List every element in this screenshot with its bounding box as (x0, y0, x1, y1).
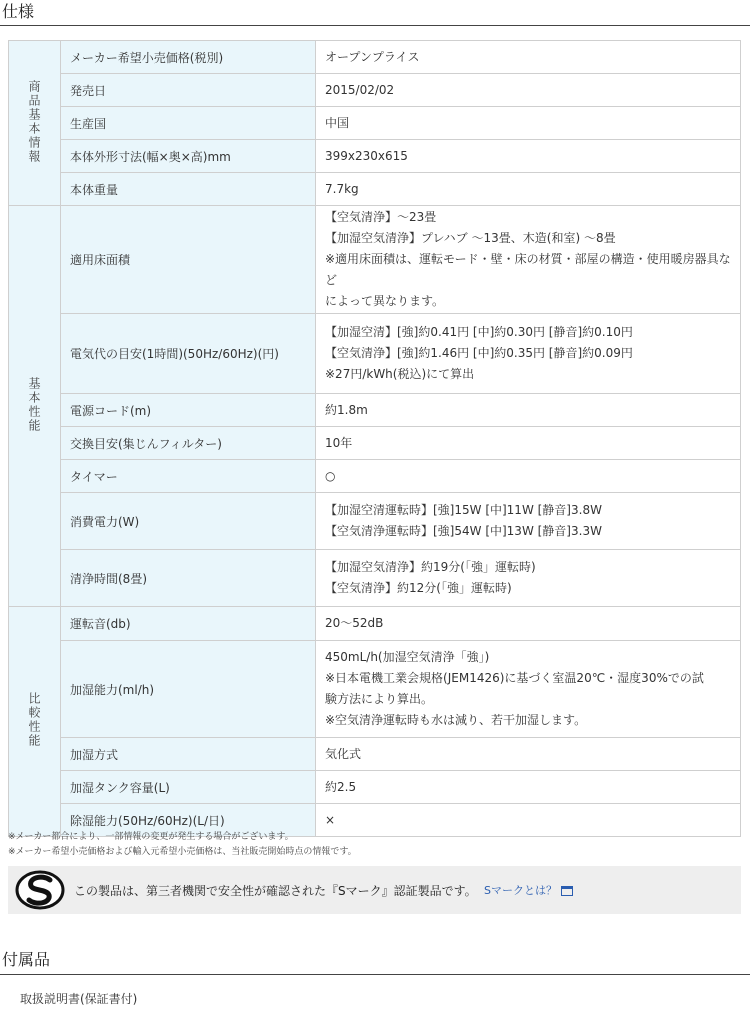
spec-row (9, 641, 741, 738)
spec-value-line: 【加湿空清運転時】[強]15W [中]11W [静音]3.8W (325, 503, 602, 517)
spec-value (316, 641, 741, 738)
spec-label: 本体重量 (61, 173, 316, 206)
note-line: ※メーカー都合により、一部情報の変更が発生する場合がございます。 (8, 832, 294, 842)
spec-value-line: によって異なります。 (325, 294, 445, 308)
spec-label: 発売日 (61, 74, 316, 107)
spec-value-line: ※空気清浄運転時も水は減り、若干加湿します。 (325, 713, 587, 727)
spec-category (9, 607, 61, 837)
spec-value-line: ○ (325, 468, 336, 483)
spec-value-line: 中国 (325, 115, 350, 130)
spec-value-line: ※27円/kWh(税込)にて算出 (325, 367, 475, 381)
spec-value-line: 約1.8m (325, 402, 368, 417)
s-mark-text: この製品は、第三者機関で安全性が確認された『Sマーク』認証製品です。 (74, 884, 477, 898)
spec-value (316, 107, 741, 140)
spec-category (9, 206, 61, 607)
s-mark-link-label[interactable]: Sマークとは？ (484, 884, 557, 897)
spec-label: 本体外形寸法(幅×奥×高)mm (61, 140, 316, 173)
notes (8, 830, 357, 860)
spec-value (316, 738, 741, 771)
spec-value-line: 【空気清浄】[強]約1.46円 [中]約0.35円 [静音]約0.09円 (325, 346, 633, 360)
spec-label: 消費電力(W) (61, 493, 316, 550)
new-window-icon[interactable] (561, 886, 573, 896)
spec-row (9, 427, 741, 460)
accessories-heading: 付属品 (0, 948, 750, 975)
spec-value-line: 験方法により算出。 (325, 692, 434, 706)
spec-label: 除湿能力(50Hz/60Hz)(L/日) (61, 804, 316, 837)
note-line: ※メーカー希望小売価格および輸入元希望小売価格は、当社販売開始時点の情報です。 (8, 847, 357, 857)
spec-row (9, 206, 741, 314)
spec-value (316, 493, 741, 550)
spec-value (316, 41, 741, 74)
spec-label: 加湿タンク容量(L) (61, 771, 316, 804)
spec-value (316, 607, 741, 641)
s-mark-link[interactable] (484, 882, 573, 898)
spec-value-line: オープンプライス (325, 49, 420, 64)
spec-label: タイマー (61, 460, 316, 493)
spec-value (316, 771, 741, 804)
spec-label: 交換目安(集じんフィルター) (61, 427, 316, 460)
spec-label: 運転音(db) (61, 607, 316, 641)
spec-label: メーカー希望小売価格(税別) (61, 41, 316, 74)
accessory-item: 取扱説明書(保証書付) (20, 992, 138, 1006)
spec-row (9, 607, 741, 641)
spec-value (316, 394, 741, 427)
spec-row (9, 493, 741, 550)
spec-label: 清浄時間(8畳) (61, 550, 316, 607)
spec-value-line: 2015/02/02 (325, 82, 395, 97)
spec-value (316, 460, 741, 493)
spec-value (316, 206, 741, 314)
spec-row (9, 771, 741, 804)
spec-value-line: 【空気清浄】約12分(「強」運転時) (325, 581, 512, 595)
spec-value-line: 約2.5 (325, 779, 357, 794)
spec-value-line: 【加湿空気清浄】約19分(「強」運転時) (325, 560, 536, 574)
spec-value-line: 20～52dB (325, 616, 384, 630)
spec-category (9, 41, 61, 206)
spec-value (316, 74, 741, 107)
spec-value-line: 【空気清浄】～23畳 (325, 210, 437, 224)
spec-value (316, 140, 741, 173)
spec-row (9, 140, 741, 173)
spec-row (9, 74, 741, 107)
spec-row (9, 314, 741, 394)
s-mark-banner (8, 866, 741, 914)
s-mark-logo-icon (14, 870, 66, 910)
spec-value-line: 10年 (325, 435, 353, 450)
spec-value (316, 427, 741, 460)
spec-value-line: 気化式 (325, 746, 362, 761)
spec-value-line: 【加湿空気清浄】プレハブ ～13畳、木造(和室) ～8畳 (325, 231, 616, 245)
spec-label: 加湿方式 (61, 738, 316, 771)
spec-row (9, 173, 741, 206)
spec-label: 電気代の目安(1時間)(50Hz/60Hz)(円) (61, 314, 316, 394)
spec-category-label: 比較性能 (27, 692, 41, 748)
spec-category-label: 商品基本情報 (27, 79, 41, 164)
spec-row (9, 394, 741, 427)
spec-value (316, 173, 741, 206)
spec-value-line: 450mL/h(加湿空気清浄「強」) (325, 650, 490, 664)
spec-label: 適用床面積 (61, 206, 316, 314)
spec-value-line: ※日本電機工業会規格(JEM1426)に基づく室温20℃・湿度30%での試 (325, 671, 704, 685)
spec-row (9, 550, 741, 607)
spec-value (316, 550, 741, 607)
spec-value-line: 【加湿空清】[強]約0.41円 [中]約0.30円 [静音]約0.10円 (325, 325, 633, 339)
spec-label: 加湿能力(ml/h) (61, 641, 316, 738)
spec-category-label: 基本性能 (27, 376, 41, 433)
spec-value-line: × (325, 812, 336, 827)
spec-row (9, 41, 741, 74)
spec-label: 電源コード(m) (61, 394, 316, 427)
spec-row (9, 738, 741, 771)
spec-row (9, 107, 741, 140)
spec-label: 生産国 (61, 107, 316, 140)
spec-value-line: 399x230x615 (325, 148, 408, 163)
spec-heading: 仕様 (0, 0, 750, 26)
spec-value-line: 【空気清浄運転時】[強]54W [中]13W [静音]3.3W (325, 524, 602, 538)
spec-value (316, 314, 741, 394)
spec-table (8, 40, 741, 837)
spec-value-line: ※適用床面積は、運転モード・壁・床の材質・部屋の構造・使用暖房器具など (325, 252, 731, 287)
spec-value-line: 7.7kg (325, 181, 359, 196)
spec-value (316, 804, 741, 837)
spec-row (9, 460, 741, 493)
